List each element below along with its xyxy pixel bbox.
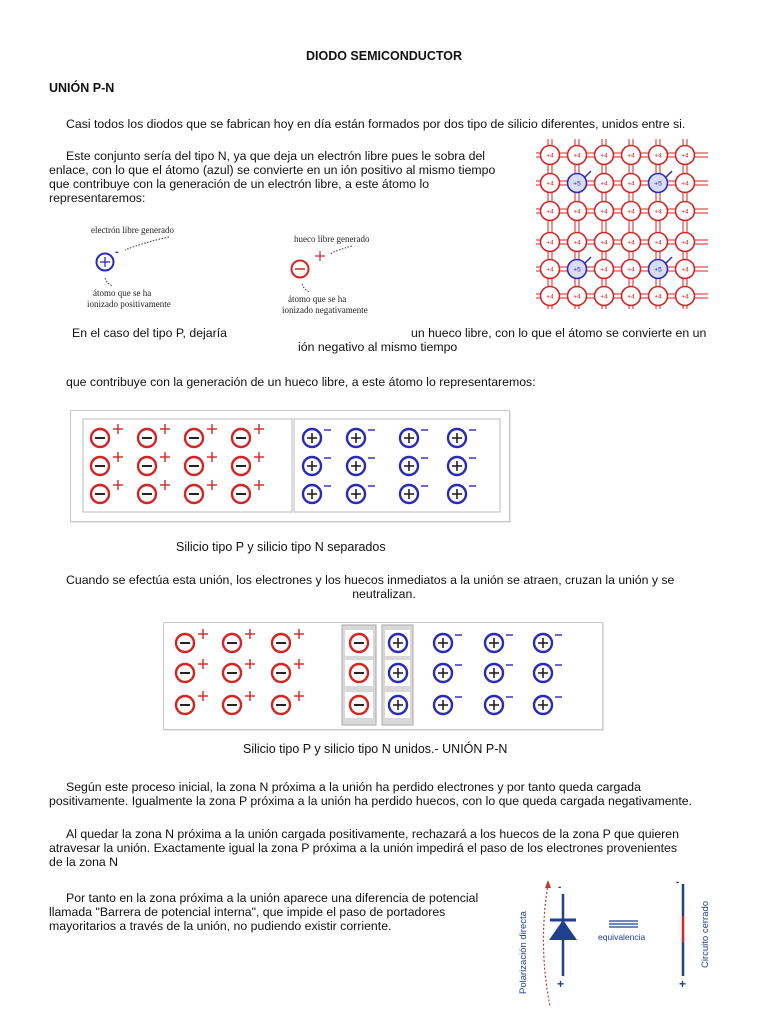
free-electron-icon: - [115,246,119,258]
ion-p-label-line1: átomo que se ha [288,294,347,304]
paragraph-process-line2: positivamente. Igualmente la zona P próxima a la unión ha perdido huecos, con lo que queda cargada negativamente. [49,794,693,808]
svg-text:+4: +4 [600,152,608,160]
silicon-atom [622,202,641,221]
svg-text:+4: +4 [627,180,635,188]
svg-text:+4: +4 [627,208,635,216]
silicon-atom [595,146,614,165]
hole-label: hueco libre generado [294,234,370,244]
jn-ion-2-1 [485,696,513,714]
donor-atom [568,171,592,193]
svg-text:+4: +4 [573,239,581,247]
diode-symbol-icon [549,920,577,940]
svg-text:+4: +4 [600,208,608,216]
silicon-atom [568,233,587,252]
p-ion-figure [282,228,397,323]
silicon-atom [541,202,560,221]
svg-text:+4: +4 [573,152,581,160]
svg-text:+5: +5 [654,180,662,188]
jn-ion-1-2 [534,664,562,682]
silicon-atom [541,146,560,165]
svg-text:+4: +4 [654,208,662,216]
svg-text:+4: +4 [681,293,689,301]
depletion-pos-ion-0 [385,630,410,656]
silicon-atom [541,287,560,306]
silicon-lattice-diagram [532,135,712,313]
svg-text:+4: +4 [627,152,635,160]
silicon-atom [649,233,668,252]
svg-text:+4: +4 [546,266,554,274]
jp-ion-2-0 [176,691,208,714]
svg-text:+5: +5 [573,266,581,274]
section-heading: UNIÓN P-N [49,81,115,95]
silicon-atom [595,233,614,252]
silicon-atom [676,146,695,165]
jp-ion-1-1 [223,659,255,682]
forward-bias-label: Polarización directa [518,911,529,994]
jp-ion-0-0 [176,629,208,652]
silicon-atom [649,287,668,306]
svg-text:+4: +4 [681,180,689,188]
jp-ion-0-1 [223,629,255,652]
svg-text:+4: +4 [600,180,608,188]
svg-text:+4: +4 [654,293,662,301]
silicon-atom [649,146,668,165]
paragraph-union-line2: neutralizan. [352,587,416,601]
arrow-electron [125,237,169,250]
svg-text:+4: +4 [681,208,689,216]
svg-text:+4: +4 [681,266,689,274]
svg-text:+4: +4 [546,293,554,301]
svg-text:+4: +4 [600,239,608,247]
silicon-atom [595,287,614,306]
depletion-neg-ion-1 [345,660,373,686]
diode-plus: + [557,977,565,991]
silicon-atom [595,202,614,221]
paragraph-union-line1: Cuando se efectúa esta unión, los electrones y los huecos inmediatos a la unión se atraen, cruzan la unión y se [66,573,675,587]
silicon-atom [622,287,641,306]
paragraph-n-type-line1: Este conjunto sería del tipo N, ya que deja un electrón libre pues le sobra del [66,149,486,163]
silicon-atom [622,260,641,279]
jn-ion-1-1 [485,664,513,682]
silicon-atom [622,233,641,252]
depletion-pos-ion-2 [385,692,410,718]
jp-ion-1-0 [176,659,208,682]
ion-label-line1: átomo que se ha [93,288,152,298]
svg-text:+4: +4 [546,239,554,247]
silicon-atom [541,260,560,279]
jp-ion-2-2 [272,691,304,714]
joined-figure [163,622,603,730]
jn-ion-2-0 [434,696,462,714]
arrow-hole [330,246,352,254]
silicon-atom [595,174,614,193]
svg-text:+4: +4 [600,266,608,274]
jn-ion-1-0 [434,664,462,682]
paragraph-potential-line1: Por tanto en la zona próxima a la unión aparece una diferencia de potencial [66,891,479,905]
forward-bias-arrow [543,884,550,1006]
paragraph-n-type-line4: representaremos: [49,191,146,205]
equivalence-label: equivalencia [598,932,646,942]
electron-label: electrón libre generado [91,225,174,235]
closed-circuit-label: Circuito cerrado [700,900,711,968]
svg-text:+4: +4 [627,293,635,301]
jp-ion-1-2 [272,659,304,682]
svg-text:+4: +4 [681,152,689,160]
circuit-minus: - [676,877,680,888]
jn-ion-2-2 [534,696,562,714]
arrow-ion [105,278,113,286]
jp-ion-0-2 [272,629,304,652]
svg-text:+4: +4 [600,293,608,301]
silicon-atom [541,233,560,252]
silicon-atom [676,260,695,279]
silicon-atom [568,287,587,306]
ion-p-label-line2: ionizado negativamente [282,305,368,315]
svg-text:+4: +4 [573,293,581,301]
silicon-atom [649,202,668,221]
silicon-atom [676,174,695,193]
silicon-atom [568,202,587,221]
jn-ion-0-0 [434,634,462,652]
svg-text:+5: +5 [573,180,581,188]
diode-equivalence-diagram [510,876,730,1016]
paragraph-hole: que contribuye con la generación de un hueco libre, a este átomo lo representaremos: [66,375,536,389]
silicon-atom [568,146,587,165]
paragraph-p-type-right2: ión negativo al mismo tiempo [298,340,458,354]
paragraph-p-type-right1: un hueco libre, con lo que el átomo se convierte en un [411,326,707,340]
paragraph-n-type-line2: enlace, con lo que el átomo (azul) se convierte en un ión positivo al mismo tiempo [49,163,496,177]
silicon-atom [676,233,695,252]
svg-text:+4: +4 [681,239,689,247]
svg-text:+4: +4 [627,266,635,274]
paragraph-intro: Casi todos los diodos que se fabrican hoy en día están formados por dos tipo de silicio diferentes, unidos entre si. [66,117,686,131]
svg-text:+4: +4 [573,208,581,216]
depletion-neg-ion-0 [345,630,373,656]
circuit-plus: + [679,977,687,991]
jn-ion-0-2 [534,634,562,652]
silicon-atom [595,260,614,279]
silicon-atom [676,287,695,306]
diode-minus: - [558,882,562,893]
donor-atom [568,257,592,279]
separated-figure [70,410,510,522]
caption-separated: Silicio tipo P y silicio tipo N separados [176,540,386,554]
paragraph-barrier-line1: Al quedar la zona N próxima a la unión cargada positivamente, rechazará a los huecos de la zona P que quieren [66,827,679,841]
svg-text:+4: +4 [546,152,554,160]
arrow-ion-p [302,284,310,292]
silicon-atom [622,146,641,165]
silicon-atom [676,202,695,221]
separated-silicon-svg [71,411,509,521]
svg-text:+4: +4 [627,239,635,247]
paragraph-barrier-line2: atravesar la unión. Exactamente igual la zona P próxima a la unión impedirá el paso de los electrones provenientes [49,841,677,855]
svg-text:+5: +5 [654,266,662,274]
silicon-atom [622,174,641,193]
jp-ion-2-1 [223,691,255,714]
joined-silicon-svg [164,623,602,729]
silicon-atom [541,174,560,193]
page-title: DIODO SEMICONDUCTOR [305,49,463,63]
caption-joined: Silicio tipo P y silicio tipo N unidos.- UNIÓN P-N [243,742,508,756]
donor-atom [649,171,673,193]
depletion-pos-ion-1 [385,660,410,686]
svg-text:+4: +4 [654,239,662,247]
paragraph-process-line1: Según este proceso inicial, la zona N próxima a la unión ha perdido electrones y por tanto queda cargada [66,780,641,794]
paragraph-potential-line3: mayoritarios a través de la unión, no pudiendo existir corriente. [49,919,392,933]
ion-label-line2: ionizado positivamente [87,299,171,309]
paragraph-barrier-line3: de la zona N [49,855,119,869]
donor-atom [649,257,673,279]
depletion-neg-ion-2 [345,692,373,718]
paragraph-potential-line2: llamada "Barrera de potencial interna", que impide el paso de portadores [49,905,446,919]
svg-text:+4: +4 [546,208,554,216]
paragraph-n-type-line3: que contribuye con la generación de un electrón libre, a este átomo lo [49,177,430,191]
paragraph-p-type-left: En el caso del tipo P, dejaría [72,326,227,340]
svg-text:+4: +4 [546,180,554,188]
jn-ion-0-1 [485,634,513,652]
svg-text:+4: +4 [654,152,662,160]
n-ion-figure [85,220,205,320]
